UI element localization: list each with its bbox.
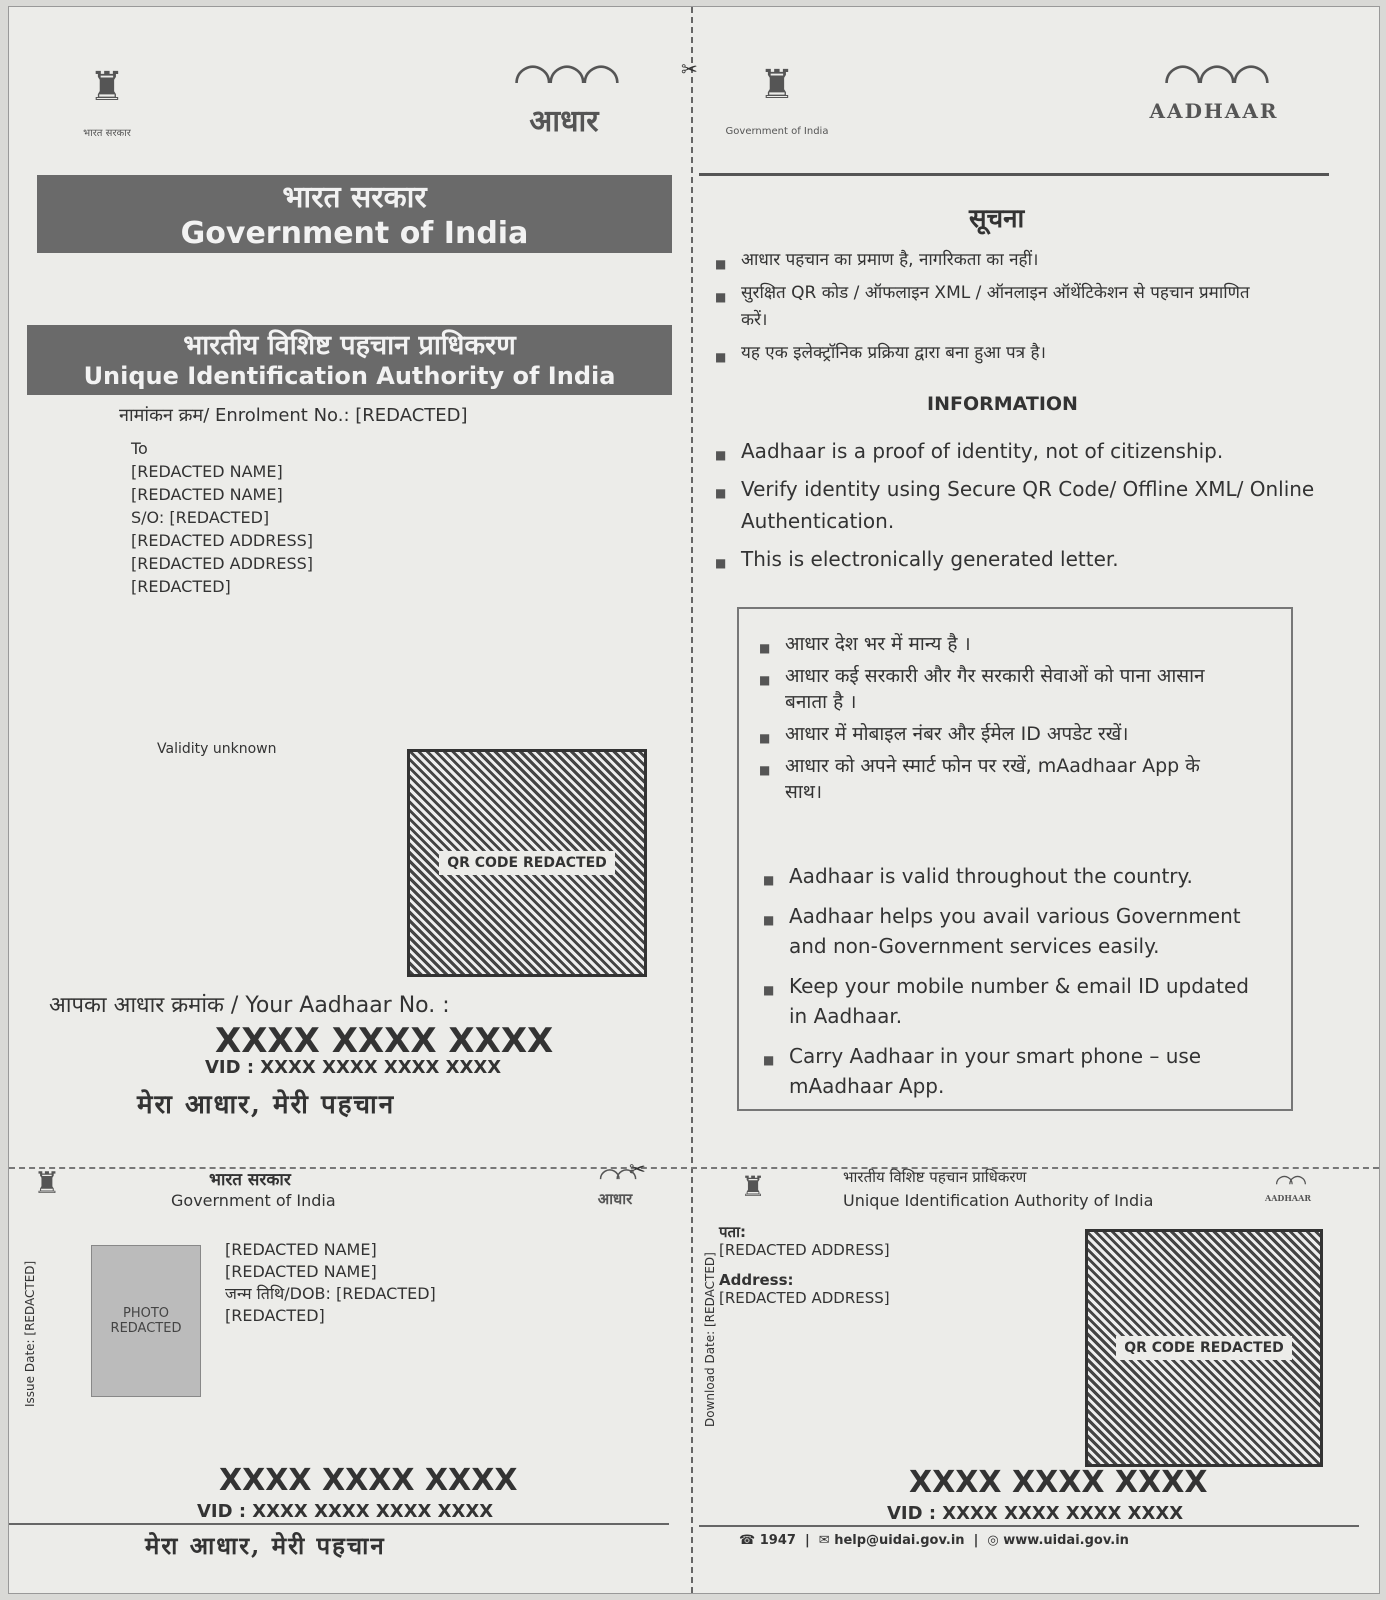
national-emblem-icon: ♜ bbox=[33, 1165, 61, 1201]
notice-heading-en: INFORMATION bbox=[927, 393, 1078, 415]
list-item: ■ Aadhaar helps you avail various Government and non-Government services easily. bbox=[763, 901, 1263, 961]
recipient-name-en: [REDACTED NAME] bbox=[131, 485, 283, 504]
aadhaar-number: XXXX XXXX XXXX bbox=[909, 1465, 1208, 1500]
holder-name-en: [REDACTED NAME] bbox=[225, 1262, 377, 1281]
info-list-hi bbox=[759, 631, 1209, 811]
list-item: ■ This is electronically generated letter. bbox=[715, 543, 1315, 575]
download-date: Download Date: [REDACTED] bbox=[703, 1252, 717, 1427]
vid-number: VID : XXXX XXXX XXXX XXXX bbox=[205, 1057, 502, 1078]
fingerprint-arc-icon: ◠◠◠ bbox=[1162, 52, 1266, 106]
address-en: [REDACTED ADDRESS] bbox=[719, 1289, 890, 1307]
notice-list-hi bbox=[715, 247, 1255, 373]
uidai-band: भारतीय विशिष्ट पहचान प्राधिकरण Unique Identification Authority of India bbox=[27, 325, 672, 395]
aadhaar-logo: ◠◠◠ AADHAAR bbox=[1134, 59, 1294, 123]
list-item: ■ Aadhaar is a proof of identity, not of citizenship. bbox=[715, 435, 1315, 467]
card-header-hi: भारत सरकार bbox=[209, 1170, 291, 1190]
card-header-hi: भारतीय विशिष्ट पहचान प्राधिकरण bbox=[843, 1168, 1027, 1186]
info-list-en bbox=[763, 861, 1263, 1107]
aadhaar-number: XXXX XXXX XXXX bbox=[219, 1463, 518, 1498]
card-address: पता: [REDACTED ADDRESS] Address: [REDACTED ADDRESS] bbox=[719, 1223, 890, 1307]
card-header-en: Government of India bbox=[171, 1191, 336, 1210]
national-emblem-icon: ♜ bbox=[740, 1169, 766, 1203]
card-header-en: Unique Identification Authority of India bbox=[843, 1191, 1154, 1210]
recipient-name-hi: [REDACTED NAME] bbox=[131, 462, 283, 481]
scissors-icon: ✂ bbox=[629, 1157, 646, 1181]
recipient-relation: S/O: [REDACTED] bbox=[131, 508, 270, 527]
qr-code: QR CODE REDACTED bbox=[1085, 1229, 1323, 1467]
enrolment-number: [REDACTED] bbox=[355, 405, 468, 426]
vid-number: VID : XXXX XXXX XXXX XXXX bbox=[197, 1501, 494, 1522]
footer-contact: ☎ 1947 | ✉ help@uidai.gov.in | ◎ www.uidai.gov.in bbox=[739, 1533, 1129, 1548]
tagline: मेरा आधार, मेरी पहचान bbox=[137, 1090, 396, 1120]
header-divider bbox=[699, 173, 1329, 176]
qr-code: QR CODE REDACTED bbox=[407, 749, 647, 977]
mail-icon: ✉ bbox=[818, 1533, 830, 1548]
list-item: ■ Verify identity using Secure QR Code/ Offline XML/ Online Authentication. bbox=[715, 473, 1315, 537]
aadhaar-logo: ◠◠ AADHAAR bbox=[1253, 1173, 1323, 1203]
card-holder-details bbox=[225, 1239, 436, 1327]
list-item: ■ यह एक इलेक्ट्रॉनिक प्रक्रिया द्वारा बना हुआ पत्र है। bbox=[715, 340, 1255, 367]
fingerprint-arc-icon: ◠◠ bbox=[1274, 1170, 1302, 1196]
list-item: ■ आधार में मोबाइल नंबर और ईमेल ID अपडेट रखें। bbox=[759, 721, 1209, 747]
address-hi: [REDACTED ADDRESS] bbox=[719, 1241, 890, 1259]
fingerprint-arc-icon: ◠◠ bbox=[598, 1163, 632, 1193]
aadhaar-letter-sheet bbox=[8, 6, 1380, 1594]
globe-icon: ◎ bbox=[987, 1533, 999, 1548]
holder-dob: जन्म तिथि/DOB: [REDACTED] bbox=[225, 1284, 436, 1303]
recipient-address: To [REDACTED NAME] [REDACTED NAME] S/O: [REDACTED] [REDACTED ADDRESS] [REDACTED ADDRESS] [REDACTED] bbox=[131, 439, 313, 596]
fingerprint-arc-icon: ◠◠◠ bbox=[512, 52, 616, 106]
issue-date: Issue Date: [REDACTED] bbox=[23, 1260, 37, 1407]
list-item: ■ सुरक्षित QR कोड / ऑफलाइन XML / ऑनलाइन ऑथेंटिकेशन से पहचान प्रमाणित करें। bbox=[715, 280, 1255, 334]
govt-band: भारत सरकार Government of India bbox=[37, 175, 672, 253]
aadhaar-logo: ◠◠ आधार bbox=[575, 1167, 655, 1209]
card-divider bbox=[699, 1525, 1359, 1527]
notice-list-en bbox=[715, 435, 1315, 581]
info-box bbox=[737, 607, 1293, 1111]
holder-name-hi: [REDACTED NAME] bbox=[225, 1240, 377, 1259]
list-item: ■ Aadhaar is valid throughout the country. bbox=[763, 861, 1263, 891]
signature-validity: Validity unknown bbox=[157, 741, 277, 757]
enrolment-line: नामांकन क्रम/ Enrolment No.: [REDACTED] bbox=[119, 405, 468, 426]
card-divider bbox=[9, 1523, 669, 1525]
vid-number: VID : XXXX XXXX XXXX XXXX bbox=[887, 1503, 1184, 1524]
aadhaar-number-label: आपका आधार क्रमांक / Your Aadhaar No. : bbox=[49, 993, 450, 1018]
aadhaar-number: XXXX XXXX XXXX bbox=[215, 1021, 554, 1061]
phone-icon: ☎ bbox=[739, 1533, 756, 1548]
tagline: मेरा आधार, मेरी पहचान bbox=[145, 1531, 386, 1560]
holder-gender: [REDACTED] bbox=[225, 1306, 325, 1325]
vertical-cut-line bbox=[691, 7, 693, 1593]
national-emblem-icon: ♜ Government of India bbox=[725, 62, 829, 137]
scissors-icon: ✂ bbox=[681, 57, 698, 81]
list-item: ■ Keep your mobile number & email ID updated in Aadhaar. bbox=[763, 971, 1263, 1031]
list-item: ■ Carry Aadhaar in your smart phone – use mAadhaar App. bbox=[763, 1041, 1263, 1101]
list-item: ■ आधार देश भर में मान्य है । bbox=[759, 631, 1209, 657]
list-item: ■ आधार पहचान का प्रमाण है, नागरिकता का नहीं। bbox=[715, 247, 1255, 274]
list-item: ■ आधार कई सरकारी और गैर सरकारी सेवाओं को पाना आसान बनाता है । bbox=[759, 663, 1209, 715]
aadhaar-logo: ◠◠◠ आधार bbox=[489, 59, 639, 140]
holder-photo: PHOTO REDACTED bbox=[91, 1245, 201, 1397]
notice-heading-hi: सूचना bbox=[969, 204, 1025, 234]
list-item: ■ आधार को अपने स्मार्ट फोन पर रखें, mAadhaar App के साथ। bbox=[759, 753, 1209, 805]
national-emblem-icon: ♜ भारत सरकार bbox=[83, 64, 131, 139]
recipient-phone: [REDACTED] bbox=[131, 577, 231, 596]
